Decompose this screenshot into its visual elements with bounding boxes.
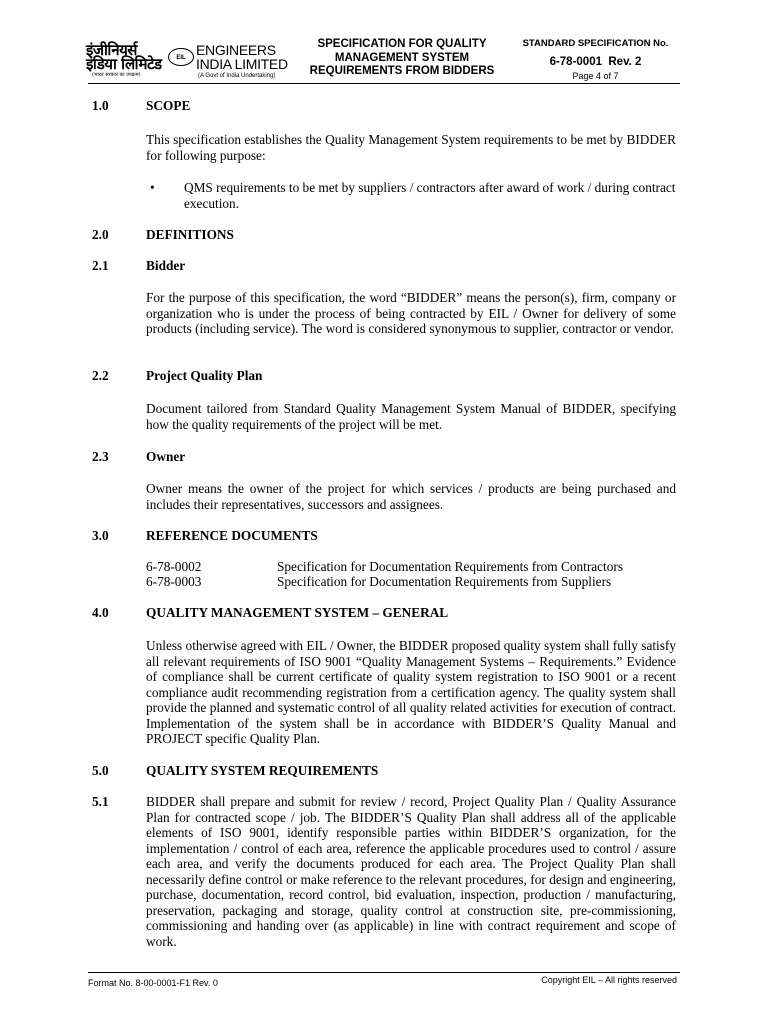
spec-block — [508, 38, 683, 81]
section-heading: QUALITY SYSTEM REQUIREMENTS — [146, 763, 379, 778]
section-heading: REFERENCE DOCUMENTS — [146, 528, 318, 543]
page-number: Page 4 of 7 — [572, 71, 619, 81]
subsection-number: 2.3 — [92, 449, 109, 464]
subsection-heading: Project Quality Plan — [146, 368, 263, 383]
logo-hindi-line2: इंडिया लिमिटेड — [86, 55, 162, 73]
bullet-item: QMS requirements to be met by suppliers / contractors after award of work / during contract execution. — [184, 180, 676, 211]
format-number: Format No. 8-00-0001-F1 Rev. 0 — [88, 978, 218, 988]
subsection-number: 5.1 — [92, 794, 109, 809]
header-divider — [88, 83, 680, 84]
section-number: 3.0 — [92, 528, 109, 543]
reference-title: Specification for Documentation Requirements from Contractors — [277, 559, 623, 574]
paragraph: Document tailored from Standard Quality Management System Manual of BIDDER, specifying how the quality requirements of the project will be met. — [146, 401, 676, 432]
eil-emblem-icon: EIL — [168, 48, 194, 66]
paragraph: Owner means the owner of the project for which services / products are being purchased and includes their representatives, successors and assignees. — [146, 481, 676, 512]
logo-hindi-line3: (भारत सरकार का उपक्रम) — [92, 72, 141, 78]
title-line: REQUIREMENTS FROM BIDDERS — [309, 65, 495, 77]
spec-number: 6-78-0001 Rev. 2 — [549, 56, 642, 68]
document-title — [296, 38, 508, 79]
spec-label: STANDARD SPECIFICATION No. — [522, 38, 669, 49]
paragraph: Unless otherwise agreed with EIL / Owner, the BIDDER proposed quality system shall fully satisfy all relevant requirements of ISO 9001 “Quality Management Systems – Requirements.” Evidence of compliance shall be current certificate of quality system registration to ISO 9001 or a recent compliance audit recommending registration from a certification agency. The quality system shall provide the planned and systematic control of all quality related activities for execution of contract. Implementation of the system shall be in accordance with BIDDER’S Quality Manual and PROJECT specific Quality Plan. — [146, 638, 676, 746]
title-line: MANAGEMENT SYSTEM — [334, 51, 470, 64]
subsection-heading: Bidder — [146, 258, 186, 273]
title-line: SPECIFICATION FOR QUALITY — [317, 38, 487, 50]
logo-en-line1: ENGINEERS — [196, 42, 276, 58]
company-logo — [86, 40, 296, 80]
bullet-icon: • — [150, 180, 155, 195]
section-number: 2.0 — [92, 227, 109, 242]
section-number: 1.0 — [92, 98, 109, 113]
logo-hindi-line1: इंजीनियर्स — [86, 41, 137, 59]
logo-en-line3: (A Govt of India Undertaking) — [198, 73, 276, 79]
subsection-heading: Owner — [146, 449, 186, 464]
subsection-number: 2.2 — [92, 368, 109, 383]
section-heading: QUALITY MANAGEMENT SYSTEM – GENERAL — [146, 605, 449, 620]
section-number: 5.0 — [92, 763, 109, 778]
section-heading: SCOPE — [146, 98, 191, 113]
reference-code: 6-78-0003 — [146, 574, 202, 589]
copyright-notice: Copyright EIL – All rights reserved — [541, 975, 677, 985]
section-heading: DEFINITIONS — [146, 227, 234, 242]
subsection-number: 2.1 — [92, 258, 109, 273]
paragraph: For the purpose of this specification, the word “BIDDER” means the person(s), firm, company or organization who is under the process of being contracted by EIL / Owner for delivery of some products (including service). The word is considered synonymous to supplier, contractor or vendor. — [146, 290, 676, 336]
paragraph: BIDDER shall prepare and submit for review / record, Project Quality Plan / Quality Assurance Plan for contracted scope / job. The BIDDER’S Quality Plan shall address all of the applicable elements of ISO 9001, identify responsible parties within BIDDER’S organization, for the implementation / control of each area, reference the applicable procedures used to control / assure each area, and verify the documents produced for each area. The Project Quality Plan shall necessarily define control or make reference to the relevant procedures, for design and engineering, purchase, documentation, record control, bid evaluation, inspection, production / manufacturing, preservation, packaging and storage, quality control at construction site, pre-commissioning, commissioning and handing over (as applicable) in line with contract requirement and scope of work. — [146, 794, 676, 949]
reference-code: 6-78-0002 — [146, 559, 202, 574]
reference-title: Specification for Documentation Requirements from Suppliers — [277, 574, 612, 589]
paragraph: This specification establishes the Quality Management System requirements to be met by BIDDER for following purpose: — [146, 132, 676, 163]
section-number: 4.0 — [92, 605, 109, 620]
logo-en-line2: INDIA LIMITED — [196, 56, 288, 72]
footer-divider — [88, 972, 680, 973]
